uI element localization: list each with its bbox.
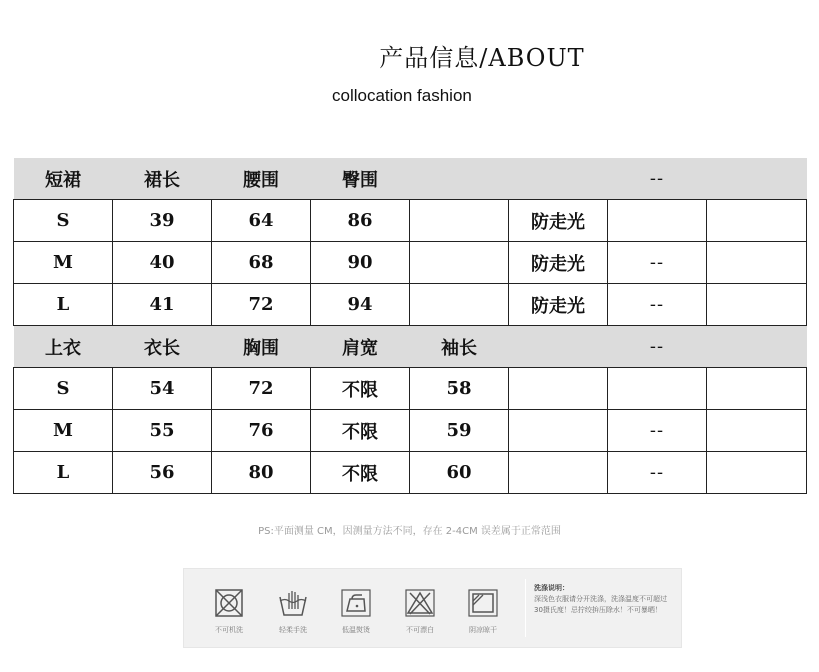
table-cell: 54 — [113, 368, 212, 410]
table-cell: 72 — [212, 284, 311, 326]
care-instructions-body: 深浅色衣服请分开洗涤，洗涤温度不可超过30摄氏度！忌拧绞拚压除水！不可暴晒！ — [534, 595, 667, 614]
table-cell: -- — [608, 410, 707, 452]
table-cell: 58 — [410, 368, 509, 410]
care-label: 阴凉晾干 — [469, 626, 497, 634]
table-cell: L — [14, 284, 113, 326]
table-cell — [707, 410, 807, 452]
table-cell: -- — [608, 452, 707, 494]
table-cell: 76 — [212, 410, 311, 452]
table-cell: 90 — [311, 242, 410, 284]
no-machine-wash-icon — [213, 587, 245, 619]
skirt-header-cell: 裙长 — [113, 158, 212, 200]
table-cell: 不限 — [311, 410, 410, 452]
table-cell: 不限 — [311, 368, 410, 410]
care-instructions-title: 洗涤说明： — [534, 584, 569, 592]
table-cell — [707, 200, 807, 242]
table-row — [14, 200, 807, 242]
low-temp-iron-icon — [340, 587, 372, 619]
care-label: 轻柔手洗 — [279, 626, 307, 634]
table-cell: -- — [608, 242, 707, 284]
skirt-header-cell — [509, 158, 608, 200]
table-cell — [410, 200, 509, 242]
skirt-header-cell: 腰围 — [212, 158, 311, 200]
skirt-header-cell: -- — [608, 158, 707, 200]
skirt-header-cell — [410, 158, 509, 200]
top-header-cell: 袖长 — [410, 326, 509, 368]
top-header-cell: 上衣 — [14, 326, 113, 368]
top-header-cell: 胸围 — [212, 326, 311, 368]
table-row — [14, 284, 807, 326]
table-cell: 68 — [212, 242, 311, 284]
skirt-header-cell: 臀围 — [311, 158, 410, 200]
care-item — [458, 587, 508, 635]
shade-dry-icon — [467, 587, 499, 619]
table-cell — [509, 452, 608, 494]
table-cell: 39 — [113, 200, 212, 242]
table-cell: -- — [608, 284, 707, 326]
skirt-header-cell: 短裙 — [14, 158, 113, 200]
top-header-row — [14, 326, 807, 368]
table-cell: L — [14, 452, 113, 494]
care-label: 不可漂白 — [406, 626, 434, 634]
table-row — [14, 242, 807, 284]
table-cell: 不限 — [311, 452, 410, 494]
measurement-note: PS:平面测量 CM，因测量方法不同，存在 2-4CM 误差属于正常范围 — [258, 526, 561, 537]
table-cell: 59 — [410, 410, 509, 452]
table-cell: 72 — [212, 368, 311, 410]
table-cell — [410, 284, 509, 326]
size-table — [13, 158, 807, 494]
table-row — [14, 452, 807, 494]
table-cell — [707, 452, 807, 494]
top-header-cell: -- — [608, 326, 707, 368]
care-item — [395, 587, 445, 635]
skirt-header-row — [14, 158, 807, 200]
top-header-cell: 衣长 — [113, 326, 212, 368]
care-instructions-text — [534, 583, 674, 616]
care-label: 不可机洗 — [215, 626, 243, 634]
care-item — [331, 587, 381, 635]
table-cell: 64 — [212, 200, 311, 242]
table-cell: 56 — [113, 452, 212, 494]
table-cell: 防走光 — [509, 242, 608, 284]
table-cell: M — [14, 410, 113, 452]
table-cell: M — [14, 242, 113, 284]
table-cell: 86 — [311, 200, 410, 242]
table-row — [14, 410, 807, 452]
table-cell: 94 — [311, 284, 410, 326]
top-header-cell: 肩宽 — [311, 326, 410, 368]
care-label: 低温熨烫 — [342, 626, 370, 634]
page-subtitle: collocation fashion — [332, 86, 472, 105]
care-instructions-panel — [183, 568, 682, 648]
table-cell — [707, 368, 807, 410]
table-cell: 防走光 — [509, 200, 608, 242]
table-cell — [707, 242, 807, 284]
table-cell: 41 — [113, 284, 212, 326]
table-cell: 80 — [212, 452, 311, 494]
top-header-cell — [509, 326, 608, 368]
table-cell — [410, 242, 509, 284]
table-cell: 55 — [113, 410, 212, 452]
table-cell: 60 — [410, 452, 509, 494]
no-bleach-icon — [404, 587, 436, 619]
page-title: 产品信息/ABOUT — [379, 44, 585, 72]
care-item — [268, 587, 318, 635]
table-cell — [608, 368, 707, 410]
table-cell — [608, 200, 707, 242]
table-row — [14, 368, 807, 410]
care-item — [204, 587, 254, 635]
table-cell: S — [14, 200, 113, 242]
table-cell — [509, 410, 608, 452]
skirt-header-cell — [707, 158, 807, 200]
hand-wash-icon — [277, 587, 309, 619]
table-cell: S — [14, 368, 113, 410]
top-header-cell — [707, 326, 807, 368]
table-cell — [707, 284, 807, 326]
table-cell — [509, 368, 608, 410]
table-cell: 防走光 — [509, 284, 608, 326]
care-divider — [525, 579, 526, 637]
table-cell: 40 — [113, 242, 212, 284]
